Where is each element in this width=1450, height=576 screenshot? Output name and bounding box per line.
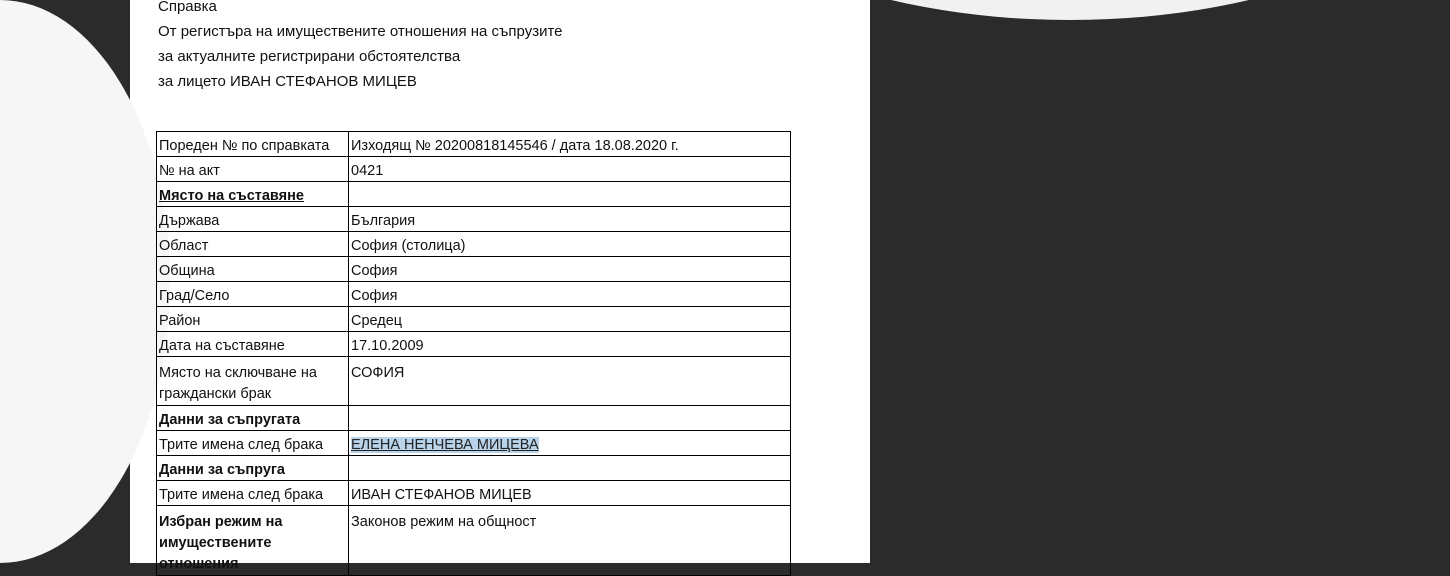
header-line: за актуалните регистрирани обстоятелства <box>158 48 461 65</box>
row-value: 17.10.2009 <box>349 332 791 357</box>
row-label: Район <box>157 307 349 332</box>
table-row <box>157 332 791 357</box>
row-label: Място на сключване на граждански брак <box>157 357 349 406</box>
section-heading: Данни за съпругата <box>157 406 349 431</box>
row-value: 0421 <box>349 157 791 182</box>
row-value <box>349 182 791 207</box>
table-row <box>157 282 791 307</box>
table-row <box>157 307 791 332</box>
table-row <box>157 456 791 481</box>
certificate-table <box>156 131 791 576</box>
row-value <box>349 406 791 431</box>
table-row <box>157 257 791 282</box>
header-line: От регистъра на имуществените отношения на съпрузите <box>158 23 563 40</box>
row-label: Трите имена след брака <box>157 431 349 456</box>
table-row <box>157 182 791 207</box>
row-value: Изходящ № 20200818145546 / дата 18.08.2020 г. <box>349 132 791 157</box>
document-header <box>158 0 563 94</box>
table-row <box>157 207 791 232</box>
row-value: София (столица) <box>349 232 791 257</box>
row-value: България <box>349 207 791 232</box>
highlighted-name[interactable]: ЕЛЕНА НЕНЧЕВА МИЦЕВА <box>351 437 539 453</box>
row-label: Град/Село <box>157 282 349 307</box>
table-row <box>157 132 791 157</box>
row-label: Дата на съставяне <box>157 332 349 357</box>
section-heading: Избран режим на имуществените отношения <box>157 506 349 576</box>
row-label: Пореден № по справката <box>157 132 349 157</box>
row-label: Държава <box>157 207 349 232</box>
table-row <box>157 406 791 431</box>
background-swirl <box>0 0 170 563</box>
table-row <box>157 506 791 576</box>
row-value: Средец <box>349 307 791 332</box>
table-row <box>157 232 791 257</box>
table-row <box>157 431 791 456</box>
header-line: за лицето ИВАН СТЕФАНОВ МИЦЕВ <box>158 73 417 90</box>
table-row <box>157 357 791 406</box>
row-label: № на акт <box>157 157 349 182</box>
section-heading: Данни за съпруга <box>157 456 349 481</box>
row-value: СОФИЯ <box>349 357 791 406</box>
row-value: Законов режим на общност <box>349 506 791 576</box>
table-row <box>157 481 791 506</box>
row-value <box>349 431 791 456</box>
background-swirl <box>690 0 1450 20</box>
row-label: Община <box>157 257 349 282</box>
row-label: Трите имена след брака <box>157 481 349 506</box>
section-heading: Място на съставяне <box>157 182 349 207</box>
row-label: Област <box>157 232 349 257</box>
row-value: ИВАН СТЕФАНОВ МИЦЕВ <box>349 481 791 506</box>
row-value <box>349 456 791 481</box>
document-title: Справка <box>158 0 217 15</box>
row-value: София <box>349 282 791 307</box>
document-page <box>130 0 870 572</box>
row-value: София <box>349 257 791 282</box>
table-row <box>157 157 791 182</box>
